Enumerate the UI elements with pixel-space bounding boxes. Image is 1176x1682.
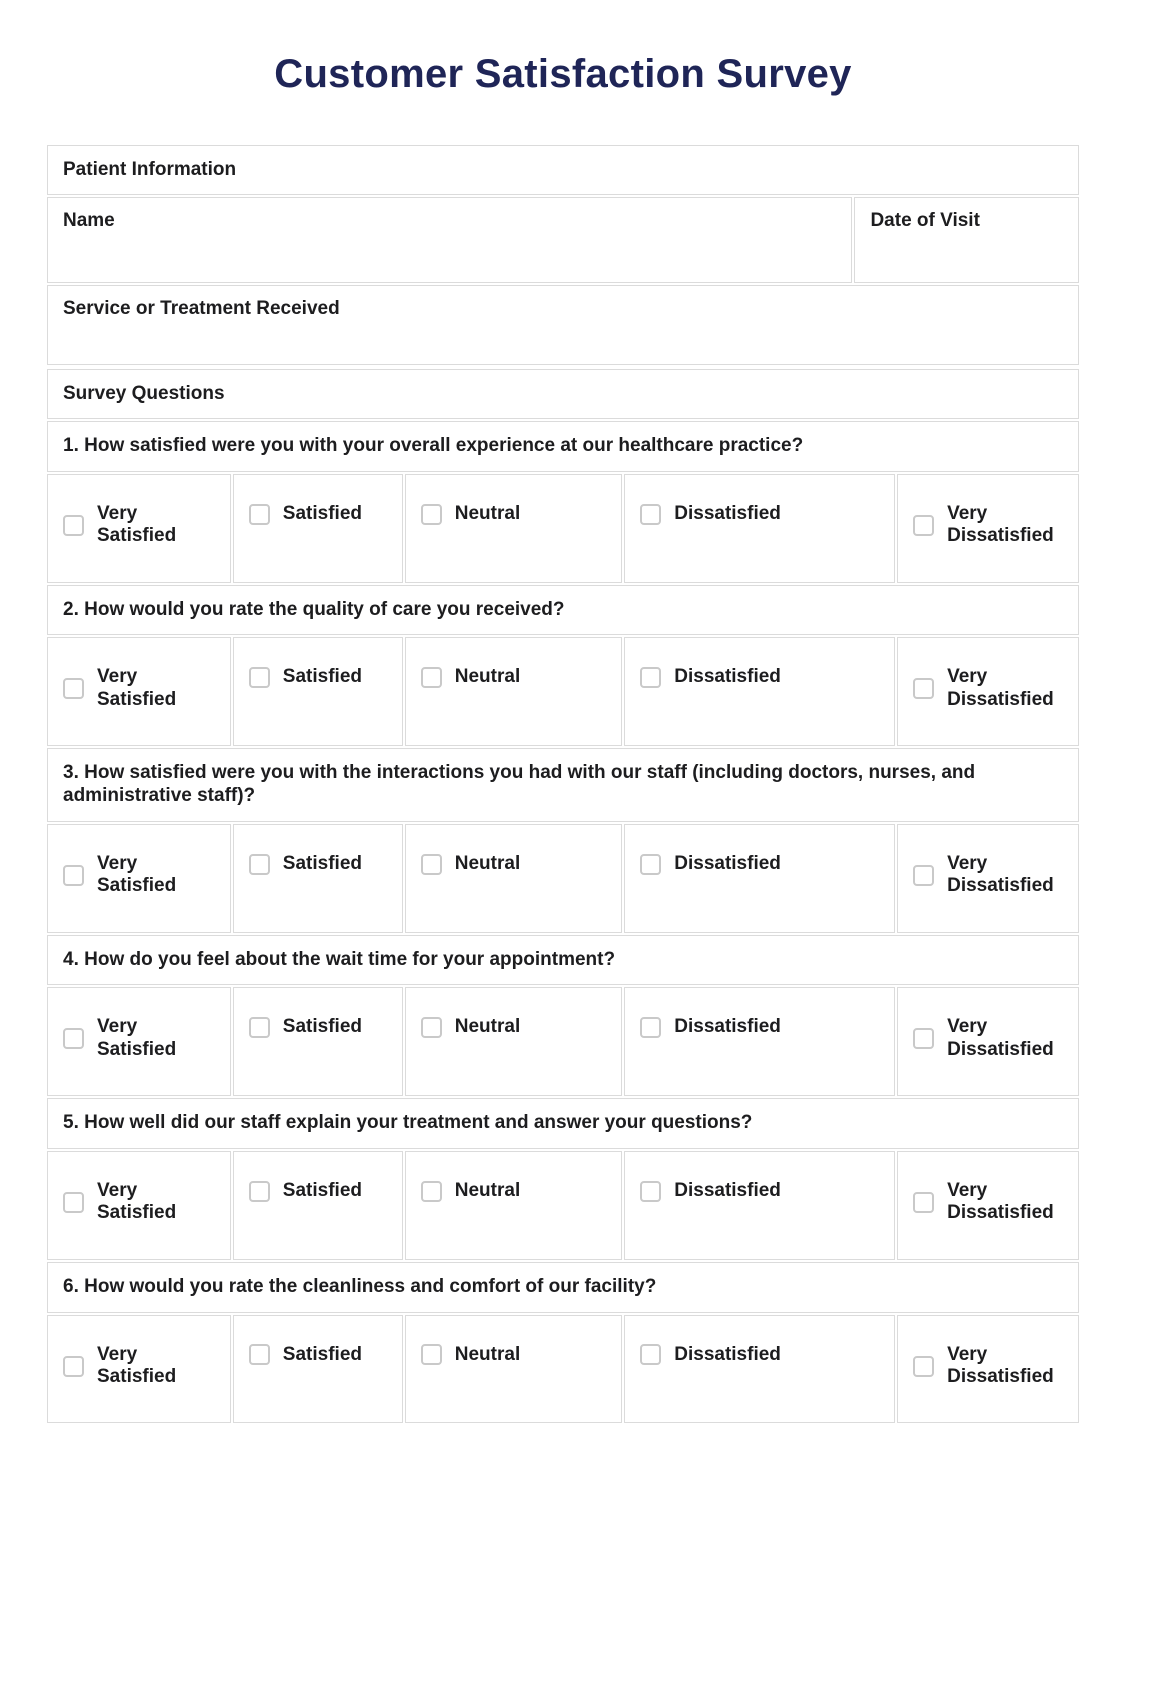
q4-option-cell (624, 987, 895, 1096)
service-field-cell (47, 285, 1079, 365)
q6-option-cell (233, 1315, 403, 1424)
q3-option-cell (47, 824, 231, 933)
option-label: Very Dissatisfied (947, 1343, 1054, 1388)
q3-option-cell (897, 824, 1079, 933)
q2-very-satisfied-checkbox[interactable] (63, 678, 84, 699)
q3-satisfied-checkbox[interactable] (249, 854, 270, 875)
page-title: Customer Satisfaction Survey (274, 52, 852, 96)
option-label: Satisfied (282, 1343, 362, 1365)
option-label: Dissatisfied (674, 502, 781, 524)
option-label: Neutral (454, 1343, 521, 1365)
q3-option-cell (405, 824, 622, 933)
option-label: Very Satisfied (97, 852, 177, 897)
q1-neutral-checkbox[interactable] (421, 504, 442, 525)
q2-option-cell (47, 637, 231, 746)
option-label: Dissatisfied (674, 1180, 781, 1202)
q5-option-cell (897, 1151, 1079, 1260)
q5-option-cell (405, 1151, 622, 1260)
q2-option-cell (897, 637, 1079, 746)
q2-option-cell (233, 637, 403, 746)
option-label: Satisfied (282, 666, 362, 688)
q6-very-satisfied-checkbox[interactable] (63, 1356, 84, 1377)
q4-very-satisfied-checkbox[interactable] (63, 1028, 84, 1049)
q2-dissatisfied-checkbox[interactable] (640, 667, 661, 688)
q3-option-cell (624, 824, 895, 933)
q2-satisfied-checkbox[interactable] (249, 667, 270, 688)
q4-satisfied-checkbox[interactable] (249, 1017, 270, 1038)
option-label: Neutral (454, 1180, 521, 1202)
q6-option-cell (897, 1315, 1079, 1424)
service-input-area[interactable] (63, 320, 1063, 354)
q5-neutral-checkbox[interactable] (421, 1181, 442, 1202)
q6-option-cell (405, 1315, 622, 1424)
option-label: Satisfied (282, 502, 362, 524)
patient-info-section-header: Patient Information (47, 145, 1079, 195)
q2-option-cell (405, 637, 622, 746)
option-label: Satisfied (282, 1016, 362, 1038)
service-label: Service or Treatment Received (63, 298, 340, 319)
q6-satisfied-checkbox[interactable] (249, 1344, 270, 1365)
option-label: Very Satisfied (97, 1016, 177, 1060)
q3-very-dissatisfied-checkbox[interactable] (913, 865, 934, 886)
q4-neutral-checkbox[interactable] (421, 1017, 442, 1038)
q3-option-cell (233, 824, 403, 933)
option-label: Neutral (454, 666, 521, 688)
q1-very-dissatisfied-checkbox[interactable] (913, 515, 934, 536)
q1-option-cell (47, 474, 231, 583)
q4-option-cell (233, 987, 403, 1096)
q4-dissatisfied-checkbox[interactable] (640, 1017, 661, 1038)
q1-satisfied-checkbox[interactable] (249, 504, 270, 525)
q5-satisfied-checkbox[interactable] (249, 1181, 270, 1202)
q6-option-cell (624, 1315, 895, 1424)
option-label: Very Dissatisfied (947, 1180, 1054, 1224)
q3-very-satisfied-checkbox[interactable] (63, 865, 84, 886)
name-field-cell (47, 197, 852, 283)
q6-option-cell (47, 1315, 231, 1424)
q4-very-dissatisfied-checkbox[interactable] (913, 1028, 934, 1049)
q3-dissatisfied-checkbox[interactable] (640, 854, 661, 875)
option-label: Satisfied (282, 852, 362, 874)
q1-very-satisfied-checkbox[interactable] (63, 515, 84, 536)
q5-option-cell (47, 1151, 231, 1260)
q5-option-cell (624, 1151, 895, 1260)
q1-option-cell (897, 474, 1079, 583)
question-6-text: 6. How would you rate the cleanliness and comfort of our facility? (47, 1262, 1079, 1313)
q4-option-cell (405, 987, 622, 1096)
q5-option-cell (233, 1151, 403, 1260)
option-label: Neutral (454, 852, 521, 874)
survey-questions-section-header: Survey Questions (47, 369, 1079, 419)
option-label: Neutral (454, 1016, 521, 1038)
name-input-area[interactable] (63, 232, 836, 272)
name-label: Name (63, 210, 115, 231)
question-3-text: 3. How satisfied were you with the interactions you had with our staff (including doctors, nurses, and administrative staff)? (47, 748, 1079, 822)
date-of-visit-input-area[interactable] (870, 232, 1063, 272)
date-of-visit-field-cell (854, 197, 1079, 283)
option-label: Very Satisfied (97, 666, 177, 710)
q6-dissatisfied-checkbox[interactable] (640, 1344, 661, 1365)
q5-dissatisfied-checkbox[interactable] (640, 1181, 661, 1202)
q6-very-dissatisfied-checkbox[interactable] (913, 1356, 934, 1377)
patient-info-table (45, 143, 1081, 367)
q6-neutral-checkbox[interactable] (421, 1344, 442, 1365)
question-2-text: 2. How would you rate the quality of care you received? (47, 585, 1079, 636)
q2-option-cell (624, 637, 895, 746)
question-5-text: 5. How well did our staff explain your treatment and answer your questions? (47, 1098, 1079, 1149)
q5-very-satisfied-checkbox[interactable] (63, 1192, 84, 1213)
q5-very-dissatisfied-checkbox[interactable] (913, 1192, 934, 1213)
option-label: Very Dissatisfied (947, 852, 1054, 897)
page-container (45, 52, 1081, 1425)
q4-option-cell (897, 987, 1079, 1096)
q1-option-cell (233, 474, 403, 583)
question-1-text: 1. How satisfied were you with your overall experience at our healthcare practice? (47, 421, 1079, 472)
q4-option-cell (47, 987, 231, 1096)
q2-neutral-checkbox[interactable] (421, 667, 442, 688)
option-label: Very Dissatisfied (947, 502, 1054, 547)
question-4-text: 4. How do you feel about the wait time for your appointment? (47, 935, 1079, 986)
survey-questions-table (45, 367, 1081, 1425)
option-label: Very Satisfied (97, 502, 177, 547)
option-label: Neutral (454, 502, 521, 524)
q3-neutral-checkbox[interactable] (421, 854, 442, 875)
option-label: Very Dissatisfied (947, 1016, 1054, 1060)
option-label: Dissatisfied (674, 1343, 781, 1365)
option-label: Dissatisfied (674, 852, 781, 874)
q2-very-dissatisfied-checkbox[interactable] (913, 678, 934, 699)
option-label: Satisfied (282, 1180, 362, 1202)
q1-dissatisfied-checkbox[interactable] (640, 504, 661, 525)
q1-option-cell (624, 474, 895, 583)
option-label: Dissatisfied (674, 1016, 781, 1038)
option-label: Very Dissatisfied (947, 666, 1054, 710)
option-label: Dissatisfied (674, 666, 781, 688)
option-label: Very Satisfied (97, 1180, 177, 1224)
date-of-visit-label: Date of Visit (870, 210, 980, 231)
option-label: Very Satisfied (97, 1343, 177, 1388)
q1-option-cell (405, 474, 622, 583)
